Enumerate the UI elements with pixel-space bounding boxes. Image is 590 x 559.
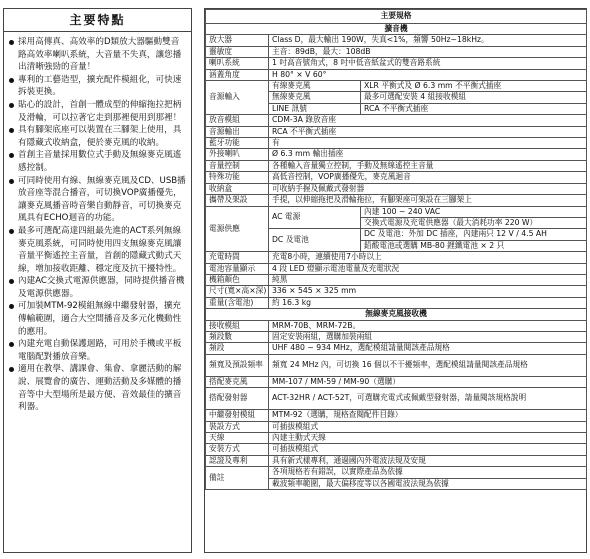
spec-label: 音源輸出: [206, 126, 269, 137]
spec-label: 藍牙功能: [206, 138, 269, 149]
spec-label: 電源供應: [206, 206, 269, 252]
spec-value: MTM-92（選購，規格查閱配件目錄）: [269, 410, 587, 421]
spec-label: 充電時間: [206, 252, 269, 263]
spec-value: 336 × 545 × 325 mm: [269, 286, 587, 297]
feature-item: 最多可選配高達四組最先進的ACT系列無線麥克風系統，可同時使用四支無線麥克風讓音量平衡遙控主音量，首創的隱藏式動式天線，增加接收距離、穩定度及抗干擾特性。: [8, 225, 187, 275]
spec-label: 頻寬及預設頻率: [206, 354, 269, 376]
spec-label: 備註: [206, 467, 269, 490]
spec-value: 純黑: [269, 274, 587, 285]
audio-input-type: LINE 訊號: [269, 103, 361, 114]
audio-input-value: RCA 不平衡式插座: [361, 103, 587, 114]
spec-value: 頻寬 24 MHz 內，可切換 16 個以不干擾頻率，選配模組請量閱該產品規格: [269, 354, 587, 376]
spec-value: 高低音控制，VOP廣播優先，麥克風迴音: [269, 172, 587, 183]
spec-value: 具有新式樣專利，通過國內外電波法規及安規: [269, 455, 587, 466]
spec-value: UHF 480 ~ 934 MHz，選配模組請量閱該產品規格: [269, 343, 587, 354]
features-title: 主要特點: [4, 9, 191, 32]
specs-title: 主要規格: [206, 10, 587, 24]
spec-label: 收納盒: [206, 183, 269, 194]
spec-value: 固定安裝兩組，選購加裝兩組: [269, 331, 587, 342]
spec-label: 裝設方式: [206, 421, 269, 432]
feature-item: 專利的工藝造型，擴充配件模組化，可快速拆裝更換。: [8, 74, 187, 99]
spec-label: 接收模組: [206, 320, 269, 331]
audio-input-type: 無線麥克風: [269, 92, 361, 103]
spec-label: 攜帶及架設: [206, 195, 269, 206]
spec-value: 手提，以伸縮拖把及滑輪拖拉，有腳架座可架設在三腳架上: [269, 195, 587, 206]
spec-label: 搭配發射器: [206, 388, 269, 410]
spec-label: 重量(含電池): [206, 297, 269, 308]
spec-label: 喇叭系統: [206, 58, 269, 69]
spec-value: 約 16.3 kg: [269, 297, 587, 308]
spec-value: MM-107 / MM-59 / MM-90（選購）: [269, 376, 587, 387]
spec-label: 特殊功能: [206, 172, 269, 183]
spec-label: 天線: [206, 433, 269, 444]
spec-label: 外接喇叭: [206, 149, 269, 160]
spec-value: ACT-32HR / ACT-52T，可選購充電式或佩戴型發射器，請量閱該規格說明: [269, 388, 587, 410]
spec-label: 認證及專利: [206, 455, 269, 466]
power-ac-value: 內建 100 ~ 240 VAC: [361, 206, 587, 217]
spec-label: 安裝方式: [206, 444, 269, 455]
features-list: [4, 32, 191, 414]
spec-value: 4 段 LED 燈顯示電池電量及充電狀況: [269, 263, 587, 274]
spec-value: 有: [269, 138, 587, 149]
section-amplifier: 擴音機: [206, 24, 587, 35]
spec-label: 頻段數: [206, 331, 269, 342]
spec-label: 放音模組: [206, 115, 269, 126]
spec-label: 涵蓋角度: [206, 69, 269, 80]
feature-item: 內建AC交換式電源供應器，同時提供播音機及電源供應器。: [8, 275, 187, 300]
spec-value: Ø 6.3 mm 輸出插座: [269, 149, 587, 160]
spec-value: RCA 不平衡式插座: [269, 126, 587, 137]
feature-item: 內建充電自動保護迴路，可用於手機或平板電腦配對播放音樂。: [8, 338, 187, 363]
spec-value: 可插拔模組式: [269, 444, 587, 455]
audio-input-value: XLR 平衡式及 Ø 6.3 mm 不平衡式插座: [361, 81, 587, 92]
power-ac-label: AC 電源: [269, 206, 361, 229]
spec-note: 各項規格若有錯誤，以實際產品為依據: [269, 467, 587, 478]
spec-value: H 80° × V 60°: [269, 69, 587, 80]
spec-value: 內建主動式天線: [269, 433, 587, 444]
specs-panel: [204, 8, 587, 553]
spec-label: 音源輸入: [206, 81, 269, 115]
spec-note: 載波頻率範圍，最大偏移度等以各國電波法規為依據: [269, 478, 587, 489]
spec-value: 主音：89dB，最大：108dB: [269, 46, 587, 57]
spec-label: 電池容量顯示: [206, 263, 269, 274]
feature-item: 貼心的設計，首創一體成型的伸縮拖拉把柄及滑輪，可以拉著它走到那裡便用到那裡！: [8, 99, 187, 124]
spec-label: 頻段: [206, 343, 269, 354]
power-dc-value: 鉛酸電池或選購 MB-80 鋰鐵電池 × 2 只: [361, 240, 587, 251]
section-receiver: 無線麥克風接收機: [206, 309, 587, 320]
spec-value: Class D，最大輸出 190W，失真<1%，頻響 50Hz~18kHz。: [269, 35, 587, 46]
spec-label: 尺寸(寬×高×深): [206, 286, 269, 297]
feature-item: 可同時使用有線、無線麥克風及CD、USB播放音座等混合播音，可切換VOP廣播優先，讓麥克風播音時音樂自動靜音，可切換麥克風具有ECHO迴音的功能。: [8, 175, 187, 225]
spec-value: 可收納手握及佩戴式發射器: [269, 183, 587, 194]
audio-input-type: 有線麥克風: [269, 81, 361, 92]
spec-label: 中繼發射模組: [206, 410, 269, 421]
feature-item: 具有腳架底座可以裝置在三腳架上使用，具有隱藏式收納盒，便於麥克風的收納。: [8, 124, 187, 149]
spec-value: 充電8小時，連續使用7小時以上: [269, 252, 587, 263]
spec-label: 搭配麥克風: [206, 376, 269, 387]
audio-input-value: 最多可選配安裝 4 組接收模組: [361, 92, 587, 103]
feature-item: 採用高傳真、高效率的D類放大器驅動雙音路高效率喇叭系統，大音量不失真，讓您播出清晰強勁的音量！: [8, 36, 187, 74]
features-panel: [3, 8, 192, 553]
power-ac-value: 交換式電源及充電供應器（最大消耗功率 220 W）: [361, 217, 587, 228]
spec-value: 各種輸入音量獨立控制，手動及無線遙控主音量: [269, 160, 587, 171]
spec-value: 可插拔模組式: [269, 421, 587, 432]
spec-label: 音量控制: [206, 160, 269, 171]
specs-table: [205, 9, 587, 490]
spec-value: CDM-3A 錄放音座: [269, 115, 587, 126]
spec-value: MRM-70B、MRM-72B。: [269, 320, 587, 331]
spec-label: 放大器: [206, 35, 269, 46]
feature-item: 首創主音量採用數位式手動及無線麥克風遙感控制。: [8, 149, 187, 174]
spec-label: 靈敏度: [206, 46, 269, 57]
feature-item: 適用在教學、講課會、集會、拿麗活動的解說、展覽會的廣告、運動活動及多媒體的播音等中大型場所是最方便、音效最佳的擴音利器。: [8, 363, 187, 413]
power-dc-label: DC 及電池: [269, 229, 361, 252]
spec-value: 1 吋高音號角式，8 吋中低音紙盆式的雙音路系統: [269, 58, 587, 69]
feature-item: 可加裝MTM-92模組無線中繼發射器，擴充傳輸範圍，適合大空間播音及多元化機動性的應用。: [8, 300, 187, 338]
power-dc-value: DC 及電池：外加 DC 插座，內建兩只 12 V / 4.5 AH: [361, 229, 587, 240]
spec-label: 機箱顏色: [206, 274, 269, 285]
